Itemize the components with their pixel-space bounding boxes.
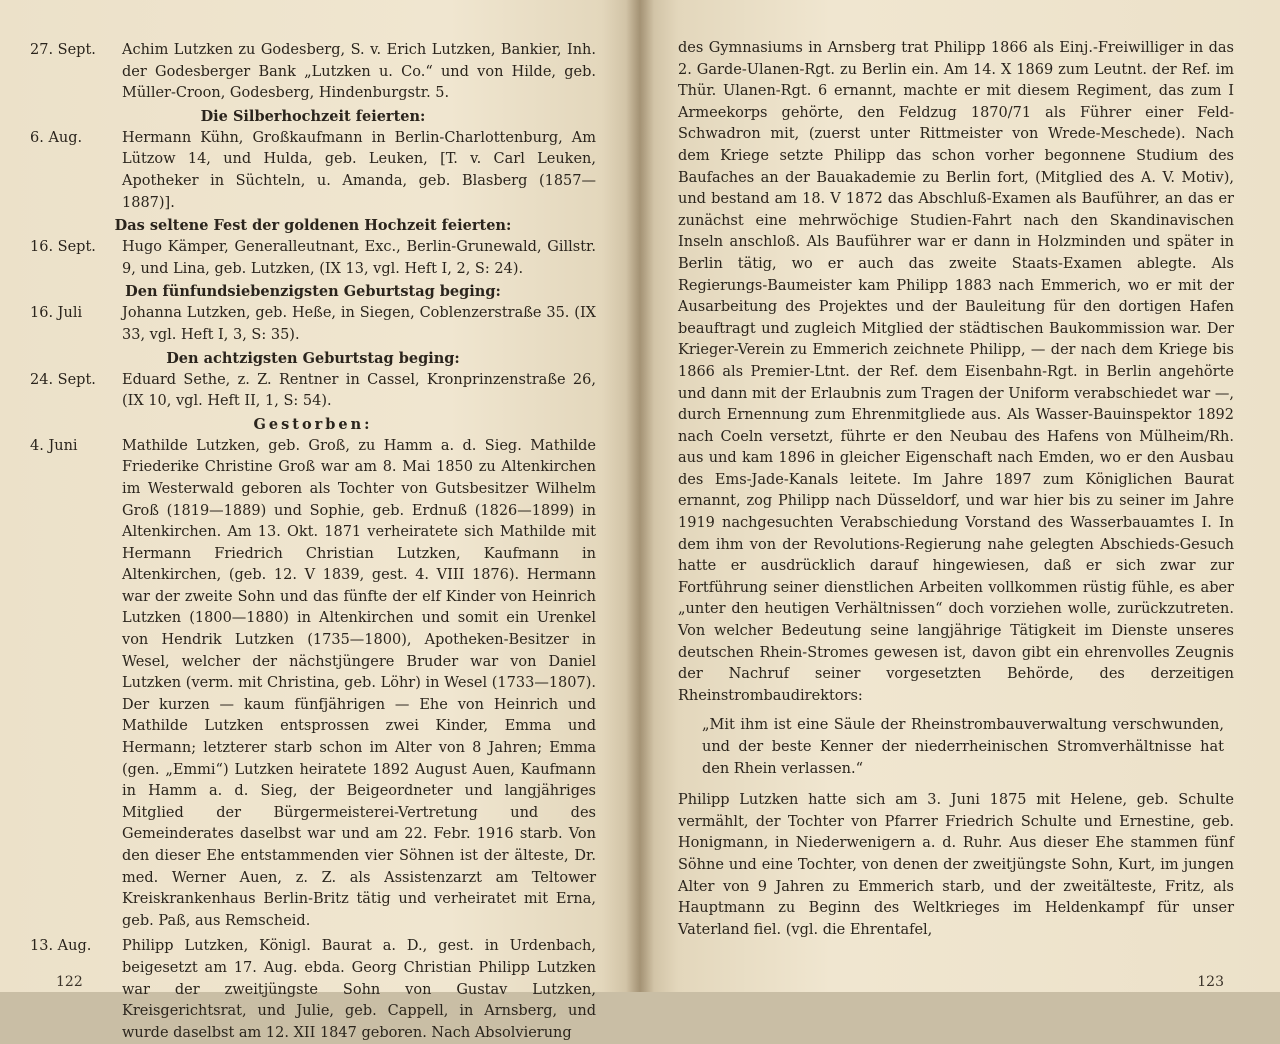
page-number: 123 [1197,974,1224,990]
entry-date: 27. Sept. [30,42,96,58]
entry-text: Achim Lutzken zu Godesberg, S. v. Erich Lutzken, Bankier, Inh. der Godesberger Bank „Lutzken u. Co.“ und von Hilde, geb. Müller-Croon, Godesberg, Hindenburgstr. 5. [122,42,596,102]
right-page [640,0,1280,992]
entry-75th-birthday [30,303,596,346]
entry-text: Philipp Lutzken, Königl. Baurat a. D., gest. in Urdenbach, beigesetzt am 17. Aug. ebda. Georg Christian Philipp Lutzken war der zweitjüngste Sohn von Gustav Lutzken, Kreisgerichtsrat, und Julie, geb. Cappell, in Arnsberg, und wurde daselbst am 12. XII 1847 geboren. Nach Absolvierung [122,938,596,1041]
entry-text: Johanna Lutzken, geb. Heße, in Siegen, Coblenzerstraße 35. (IX 33, vgl. Heft I, 3, S: 35). [122,305,596,343]
entry-silver-wedding [30,128,596,214]
entry-text: Hermann Kühn, Großkaufmann in Berlin-Charlottenburg, Am Lützow 14, und Hulda, geb. Leuken, [T. v. Carl Leuken, Apotheker in Süchteln, u. Amanda, geb. Blasberg (1857—1887)]. [122,129,596,211]
paragraph-career: des Gymnasiums in Arnsberg trat Philipp 1866 als Einj.-Freiwilliger in das 2. Garde-Ulanen-Rgt. zu Berlin ein. Am 14. X 1869 zum Leutnt. der Ref. im Thür. Ulanen-Rgt. 6 ernannt, machte er mit diesem Regiment, das zum I Armeekorps gehörte, den Feldzug 1870/71 als Führer einer Feld-Schwadron mit, (zuerst unter Rittmeister von Wrede-Meschede). Nach dem Kriege setzte Philipp das schon vorher begonnene Studium des Baufaches an der Bauakademie zu Berlin fort, (Mitglied des A. V. Motiv), und bestand am 18. V 1872 das Abschluß-Examen als Bauführer, an das er zunächst eine mehrwöchige Studien-Fahrt nach den Skandinavischen Inseln anschloß. Als Bauführer war er dann in Holzminden und später in Berlin tätig, wo er auch das zweite Staats-Examen ablegte. Als Regierungs-Baumeister kam Philipp 1883 nach Emmerich, wo er mit der Ausarbeitung des Projektes und der Bauleitung für den dortigen Hafen beauftragt und zugleich Mitglied der städtischen Baukommission war. Der Krieger-Verein zu Emmerich zeichnete Philipp, — der nach dem Kriege bis 1866 als Premier-Ltnt. der Ref. dem Eisenbahn-Rgt. in Berlin angehörte und dann mit der Erlaubnis zum Tragen der Uniform verabschiedet war —, durch Ernennung zum Ehrenmitgliede aus. Als Wasser-Bauinspektor 1892 nach Coeln versetzt, führte er den Neubau des Hafens von Mülheim/Rh. aus und kam 1896 in gleicher Eigenschaft nach Emden, wo er den Ausbau des Ems-Jade-Kanals leitete. Im Jahre 1897 zum Königlichen Baurat ernannt, zog Philipp nach Düsseldorf, und war hier bis zu seiner im Jahre 1919 nachgesuchten Verabschiedung Vorstand des Wasserbauamtes I. In dem ihm von der Revolutions-Regierung nahe gelegten Abschieds-Gesuch hatte er ausdrücklich darauf hingewiesen, daß er sich zwar zur Fortführung seiner dienstlichen Arbeiten vollkommen rüstig fühle, es aber „unter den heutigen Verhältnissen“ doch vorziehen wolle, zurückzutreten. Von welcher Bedeutung seine langjährige Tätigkeit im Dienste unseres deutschen Rhein-Stromes gewesen ist, davon gibt ein ehrenvolles Zeugnis der Nachruf seiner vorgesetzten Behörde, des derzeitigen Rheinstrombaudirektors: [678,40,1234,704]
entry-date: 16. Sept. [30,239,96,256]
entry-text: Mathilde Lutzken, geb. Groß, zu Hamm a. d. Sieg. Mathilde Friederike Christine Groß war am 8. Mai 1850 zu Altenkirchen im Westerwald geboren als Tochter von Gutsbesitzer Wilhelm Groß (1819—1889) und Sophie, geb. Erdnuß (1826—1899) in Altenkirchen. Am 13. Okt. 1871 verheiratete sich Mathilde mit Hermann Friedrich Christian Lutzken, Kaufmann in Altenkirchen, (geb. 12. V 1839, gest. 4. VIII 1876). Hermann war der zweite Sohn und das fünfte der elf Kinder von Heinrich Lutzken (1800—1880) in Altenkirchen und somit ein Urenkel von Hendrik Lutzken (1735—1800), Apotheken-Besitzer in Wesel, welcher der nächstjüngere Bruder war von Daniel Lutzken (verm. mit Christina, geb. Löhr) in Wesel (1733—1807). Der kurzen — kaum fünfjährigen — Ehe von Heinrich und Mathilde Lutzken entsprossen zwei Kinder, Emma und Hermann; letzterer starb schon im Alter von 8 Jahren; Emma (gen. „Emmi“) Lutzken heiratete 1892 August Auen, Kaufmann in Hamm a. d. Sieg, der Beigeordneter und langjähriges Mitglied der Bürgermeisterei-Vertretung und des Gemeinderates daselbst war und am 22. Febr. 1916 starb. Von den dieser Ehe entstammenden vier Söhnen ist der älteste, Dr. med. Werner Auen, z. Z. als Assistenzarzt am Teltower Kreiskrankenhaus Berlin-Britz tätig und verheiratet mit Erna, geb. Paß, aus Remscheid. [122,437,596,929]
heading-80th-birthday: Den achtzigsten Geburtstag beging: [166,349,460,367]
entry-date: 4. Juni [30,437,78,454]
entry-date: 6. Aug. [30,129,83,146]
heading-75th-birthday: Den fünfundsiebenzigsten Geburtstag beging: [125,283,501,301]
entry-deceased-mathilde [30,436,596,933]
entry-deceased-philipp [30,936,596,1044]
entry-text: Eduard Sethe, z. Z. Rentner in Cassel, Kronprinzenstraße 26, (IX 10, vgl. Heft II, 1, S: 54). [122,371,596,410]
entry-80th-birthday [30,370,596,413]
left-page [0,0,640,1041]
entry-date: 16. Juli [30,305,83,322]
entry-date: 24. Sept. [30,371,96,388]
entry-birth [30,40,596,105]
heading-deceased: Gestorben: [253,415,373,433]
paragraph-family: Philipp Lutzken hatte sich am 3. Juni 1875 mit Helene, geb. Schulte vermählt, der Tochter von Pfarrer Friedrich Schulte und Ernestine, geb. Honigmann, in Niederwenigern a. d. Ruhr. Aus dieser Ehe stammen fünf Söhne und eine Tochter, von denen der zweitjüngste Sohn, Kurt, im jungen Alter von 9 Jahren zu Emmerich starb, und der zweitälteste, Fritz, als Hauptmann zu Beginn des Weltkrieges im Heldenkampf für unser Vaterland fiel. (vgl. die Ehrentafel, [678,792,1234,938]
entry-golden-wedding [30,237,596,280]
entry-text: Hugo Kämper, Generalleutnant, Exc., Berlin-Grunewald, Gillstr. 9, und Lina, geb. Lutzken, (IX 13, vgl. Heft I, 2, S: 24). [122,239,596,277]
heading-golden-wedding: Das seltene Fest der goldenen Hochzeit feierten: [114,217,512,235]
entry-date: 13. Aug. [30,938,92,955]
page-number: 122 [56,974,83,990]
book-gutter [626,0,654,992]
heading-silver-wedding: Die Silberhochzeit feierten: [200,107,426,125]
quote-obituary: „Mit ihm ist eine Säule der Rheinstrombauverwaltung verschwunden, und der beste Kenner der niederrheinischen Stromverhältnisse hat den Rhein verlassen.“ [702,717,1224,777]
